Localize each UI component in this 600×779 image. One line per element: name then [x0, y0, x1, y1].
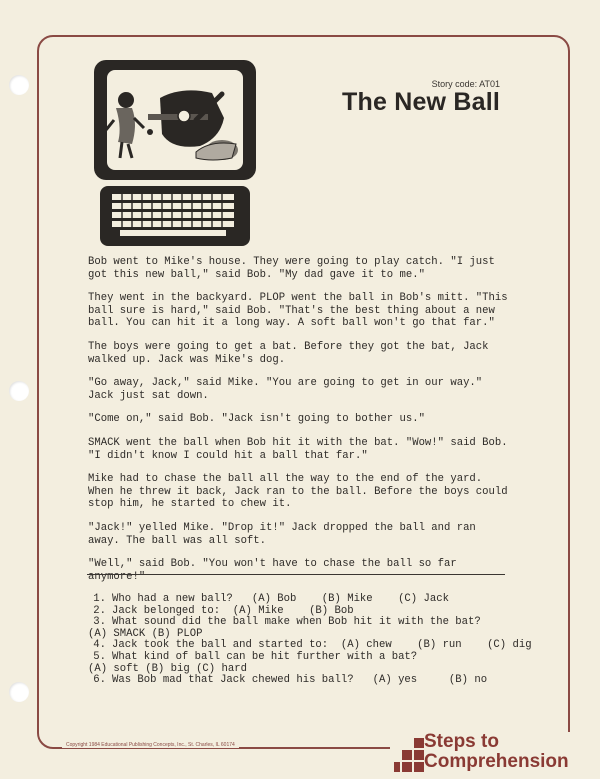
question-number: 4. — [93, 639, 106, 652]
story-paragraph: Bob went to Mike's house. They were going to play catch. "I just got this new ball," said Bob. "My dad gave it to me." — [88, 256, 495, 281]
story-paragraph: They went in the backyard. PLOP went the ball in Bob's mitt. "This ball sure is hard," said Bob. "That's the best thing about a new ball. You can hit it a long way. A soft ball won't go that far." — [88, 292, 508, 330]
story-paragraph: Mike had to chase the ball all the way to the end of the yard. When he threw it back, Jack ran to the ball. Before the boys could stop him, he started to chew it. — [88, 473, 508, 511]
story-paragraph: SMACK went the ball when Bob hit it with the bat. "Wow!" said Bob. "I didn't know I could hit a ball that far." — [88, 436, 508, 462]
question-number: 6. — [93, 674, 106, 687]
question-number: 3. — [93, 616, 106, 629]
question-text: Jack belonged to: (A) Mike (B) Bob — [112, 604, 354, 617]
steps-blocks-icon — [394, 736, 426, 772]
question-text: Was Bob mad that Jack chewed his ball? (A) yes (B) no — [112, 674, 488, 687]
question-text: Jack took the ball and started to: (A) chew (B) run (C) dig — [112, 639, 532, 652]
binder-hole-top — [9, 75, 29, 95]
story-paragraph: "Come on," said Bob. "Jack isn't going to bother us." — [88, 413, 425, 426]
story-text — [88, 256, 508, 594]
brand-line-1: Steps to — [424, 731, 499, 752]
question-number: 5. — [93, 650, 106, 663]
laptop-illustration — [92, 58, 258, 250]
story-paragraph: "Go away, Jack," said Mike. "You are going to get in our way." Jack just sat down. — [88, 377, 483, 402]
binder-hole-bottom — [9, 682, 29, 702]
question-number: 1. — [93, 593, 106, 605]
story-paragraph: "Well," said Bob. "You won't have to chase the ball so far anymore!" — [88, 558, 457, 583]
question-text: Who had a new ball? (A) Bob (B) Mike (C) Jack — [112, 593, 449, 605]
question-number: 2. — [93, 604, 106, 617]
page-title: The New Ball — [342, 88, 500, 116]
brand-text — [424, 732, 569, 772]
brand-logo — [390, 732, 570, 776]
question-item — [88, 652, 508, 664]
question-text: What kind of ball can be hit further with a bat? — [112, 650, 418, 663]
story-paragraph: "Jack!" yelled Mike. "Drop it!" Jack dropped the ball and ran away. The ball was all soft. — [88, 521, 476, 547]
story-code: Story code: AT01 — [431, 79, 500, 89]
story-paragraph: The boys were going to get a bat. Before they got the bat, Jack walked up. Jack was Mike's dog. — [88, 340, 489, 366]
question-list — [88, 593, 532, 687]
question-options: (A) soft (B) big (C) hard — [88, 662, 247, 675]
question-item — [88, 594, 508, 606]
copyright-notice: Copyright 1984 Educational Publishing Concepts, Inc., St. Charles, IL 60174 — [62, 742, 239, 748]
binder-hole-middle — [9, 381, 29, 401]
section-divider — [87, 574, 505, 575]
question-options: (A) SMACK (B) PLOP — [88, 627, 203, 640]
question-text: What sound did the ball make when Bob hit it with the bat? — [112, 616, 481, 629]
question-item — [88, 675, 508, 687]
brand-line-2: Comprehension — [424, 751, 569, 772]
